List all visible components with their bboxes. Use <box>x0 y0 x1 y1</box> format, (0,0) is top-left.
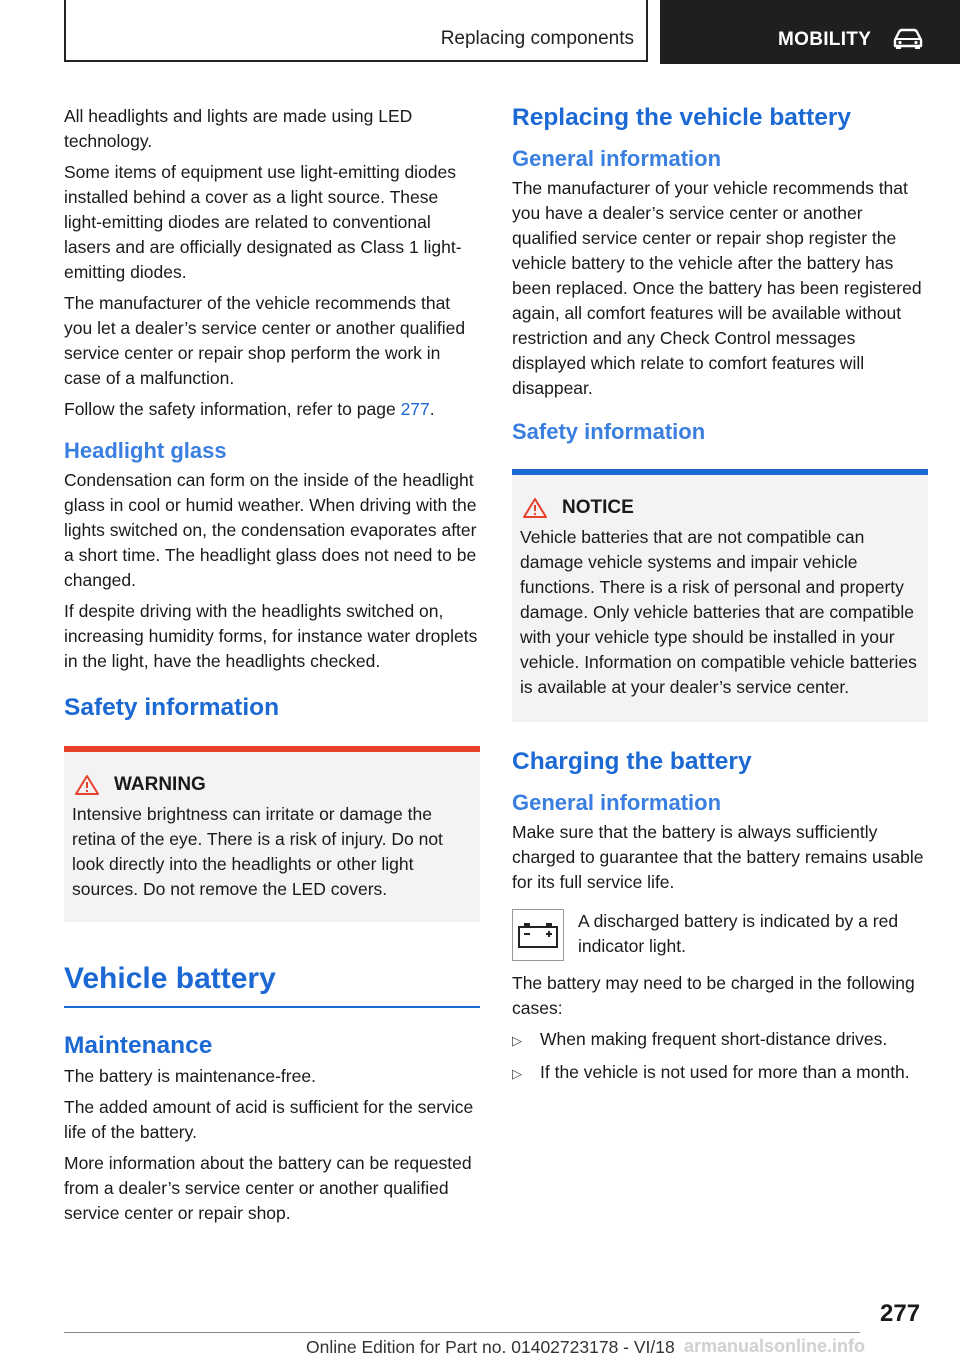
warning-text: Intensive brightness can irritate or damage the retina of the eye. There is a risk of injury. Do not look directly into the headlights or other light sources. Do not remove the LED covers. <box>72 804 443 899</box>
paragraph-safety-reference <box>64 397 480 422</box>
paragraph-maintenance-free: The battery is maintenance-free. <box>64 1066 316 1086</box>
paragraph-humidity: If despite driving with the headlights switched on, increasing humidity forms, for instance water droplets in the light, have the headlights checked. <box>64 601 478 671</box>
list-item-text: When making frequent short-distance drives. <box>540 1029 888 1049</box>
paragraph-register-battery: The manufacturer of your vehicle recommends that you have a dealer’s service center or another qualified service center or repair shop register the vehicle battery to the vehicle after the battery has been replaced. Once the battery has been registered again, all comfort features will be available without restriction and any Check Control messages displayed which relate to comfort features will disappear. <box>512 178 922 398</box>
right-column <box>512 104 928 1093</box>
bullet-triangle-icon: ▷ <box>512 1033 522 1048</box>
paragraph-charge-cases: The battery may need to be charged in the following cases: <box>512 973 915 1018</box>
safety-reference-end: . <box>429 399 435 419</box>
notice-title <box>520 497 920 519</box>
car-icon <box>892 28 924 50</box>
notice-label: NOTICE <box>562 497 634 518</box>
replacing-battery-heading: Replacing the vehicle battery <box>512 104 852 131</box>
paragraph-acid: The added amount of acid is sufficient for the service life of the battery. <box>64 1097 474 1142</box>
page-link[interactable]: 277 <box>400 399 430 419</box>
paragraph-sufficiently-charged: Make sure that the battery is always sufficiently charged to guarantee that the battery remains usable for its full service life. <box>512 822 924 892</box>
list-item-text: If the vehicle is not used for more than a month. <box>540 1062 910 1082</box>
paragraph-led: All headlights and lights are made using LED technology. <box>64 106 413 151</box>
general-information-heading: General information <box>512 146 722 171</box>
notice-box <box>512 469 928 722</box>
vehicle-battery-heading-block <box>64 962 480 1008</box>
header-section-title: Replacing components <box>440 28 634 49</box>
footer-divider <box>64 1332 860 1333</box>
battery-indicator-icon <box>512 909 564 961</box>
left-column <box>64 104 480 1232</box>
paragraph-more-information: More information about the battery can be requested from a dealer’s service center or another qualified service center or repair shop. <box>64 1153 472 1223</box>
notice-triangle-icon <box>522 497 548 519</box>
warning-triangle-icon <box>74 774 100 796</box>
list-item <box>512 1060 928 1086</box>
general-information-heading-charging: General information <box>512 790 722 815</box>
footer-edition: Online Edition for Part no. 01402723178 - VI/18 <box>306 1337 675 1357</box>
safety-information-heading: Safety information <box>64 694 280 721</box>
warning-label: WARNING <box>114 774 206 795</box>
footer-watermark: armanualsonline.info <box>684 1336 866 1356</box>
paragraph-condensation: Condensation can form on the inside of the headlight glass in cool or humid weather. When driving with the lights switched on, the condensation evaporates after a short time. The headlight glass does not need to be changed. <box>64 470 477 590</box>
maintenance-heading: Maintenance <box>64 1032 213 1059</box>
safety-reference-text: Follow the safety information, refer to page <box>64 399 401 419</box>
headlight-glass-heading: Headlight glass <box>64 438 227 463</box>
charging-battery-heading: Charging the battery <box>512 748 752 775</box>
page-number: 277 <box>880 1300 921 1327</box>
notice-text: Vehicle batteries that are not compatible can damage vehicle systems and impair vehicle functions. There is a risk of personal and property damage. Only vehicle batteries that are compatible with your vehicle type should be installed in your vehicle. Information on compatible vehicle batteries is available at your dealer’s service center. <box>520 527 917 697</box>
vehicle-battery-heading: Vehicle battery <box>64 962 276 995</box>
header-chapter-title: MOBILITY <box>778 29 872 50</box>
safety-information-heading-right: Safety information <box>512 419 706 444</box>
bullet-triangle-icon: ▷ <box>512 1066 522 1081</box>
header-chapter-tab <box>660 0 960 64</box>
header-section-box <box>64 0 648 62</box>
battery-indicator-row <box>512 909 928 961</box>
warning-title <box>72 774 472 796</box>
indicator-light-text: A discharged battery is indicated by a red indicator light. <box>578 911 899 956</box>
paragraph-light-emitting-diodes: Some items of equipment use light-emitting diodes installed behind a cover as a light source. These light-emitting diodes are related to conventional lasers and are officially designated as Class 1 light-emitting diodes. <box>64 162 462 282</box>
paragraph-recommendation: The manufacturer of the vehicle recommends that you let a dealer’s service center or another qualified service center or repair shop perform the work in case of a malfunction. <box>64 293 466 388</box>
warning-box <box>64 746 480 922</box>
list-item <box>512 1027 928 1053</box>
